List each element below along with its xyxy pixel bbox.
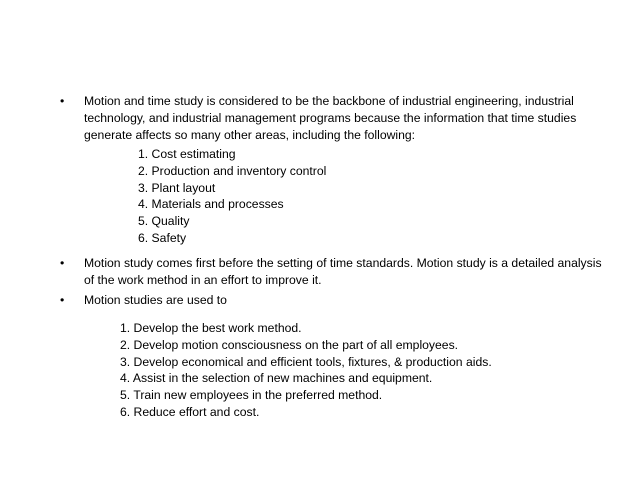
list-item: 6. Reduce effort and cost. [120, 404, 260, 419]
uses-list [120, 320, 492, 421]
paragraph-motion-time-study: Motion and time study is considered to be the backbone of industrial engineering, industrial technology, and industrial management programs because the information that time studies generate affects so many other areas, including the following: [84, 94, 577, 143]
paragraph-motion-study: Motion study comes first before the setting of time standards. Motion study is a detailed analysis of the work method in an effort to improve it. [84, 256, 602, 288]
paragraph-motion-studies-used: Motion studies are used to [84, 293, 227, 307]
bullet-dot: • [60, 256, 65, 270]
list-item: 2. Production and inventory control [138, 163, 327, 178]
list-item: 2. Develop motion consciousness on the part of all employees. [120, 337, 459, 352]
areas-list [138, 146, 326, 247]
bullet-dot: • [60, 94, 65, 108]
list-item: 3. Develop economical and efficient tools, fixtures, & production aids. [120, 354, 492, 369]
list-item: 3. Plant layout [138, 180, 216, 195]
list-item: 4. Materials and processes [138, 197, 284, 212]
bullet-dot: • [60, 293, 65, 307]
list-item: 1. Cost estimating [138, 147, 236, 161]
list-item: 5. Train new employees in the preferred method. [120, 388, 383, 403]
list-item: 1. Develop the best work method. [120, 321, 302, 335]
list-item: 5. Quality [138, 214, 190, 229]
list-item: 6. Safety [138, 230, 187, 245]
list-item: 4. Assist in the selection of new machines and equipment. [120, 371, 433, 386]
